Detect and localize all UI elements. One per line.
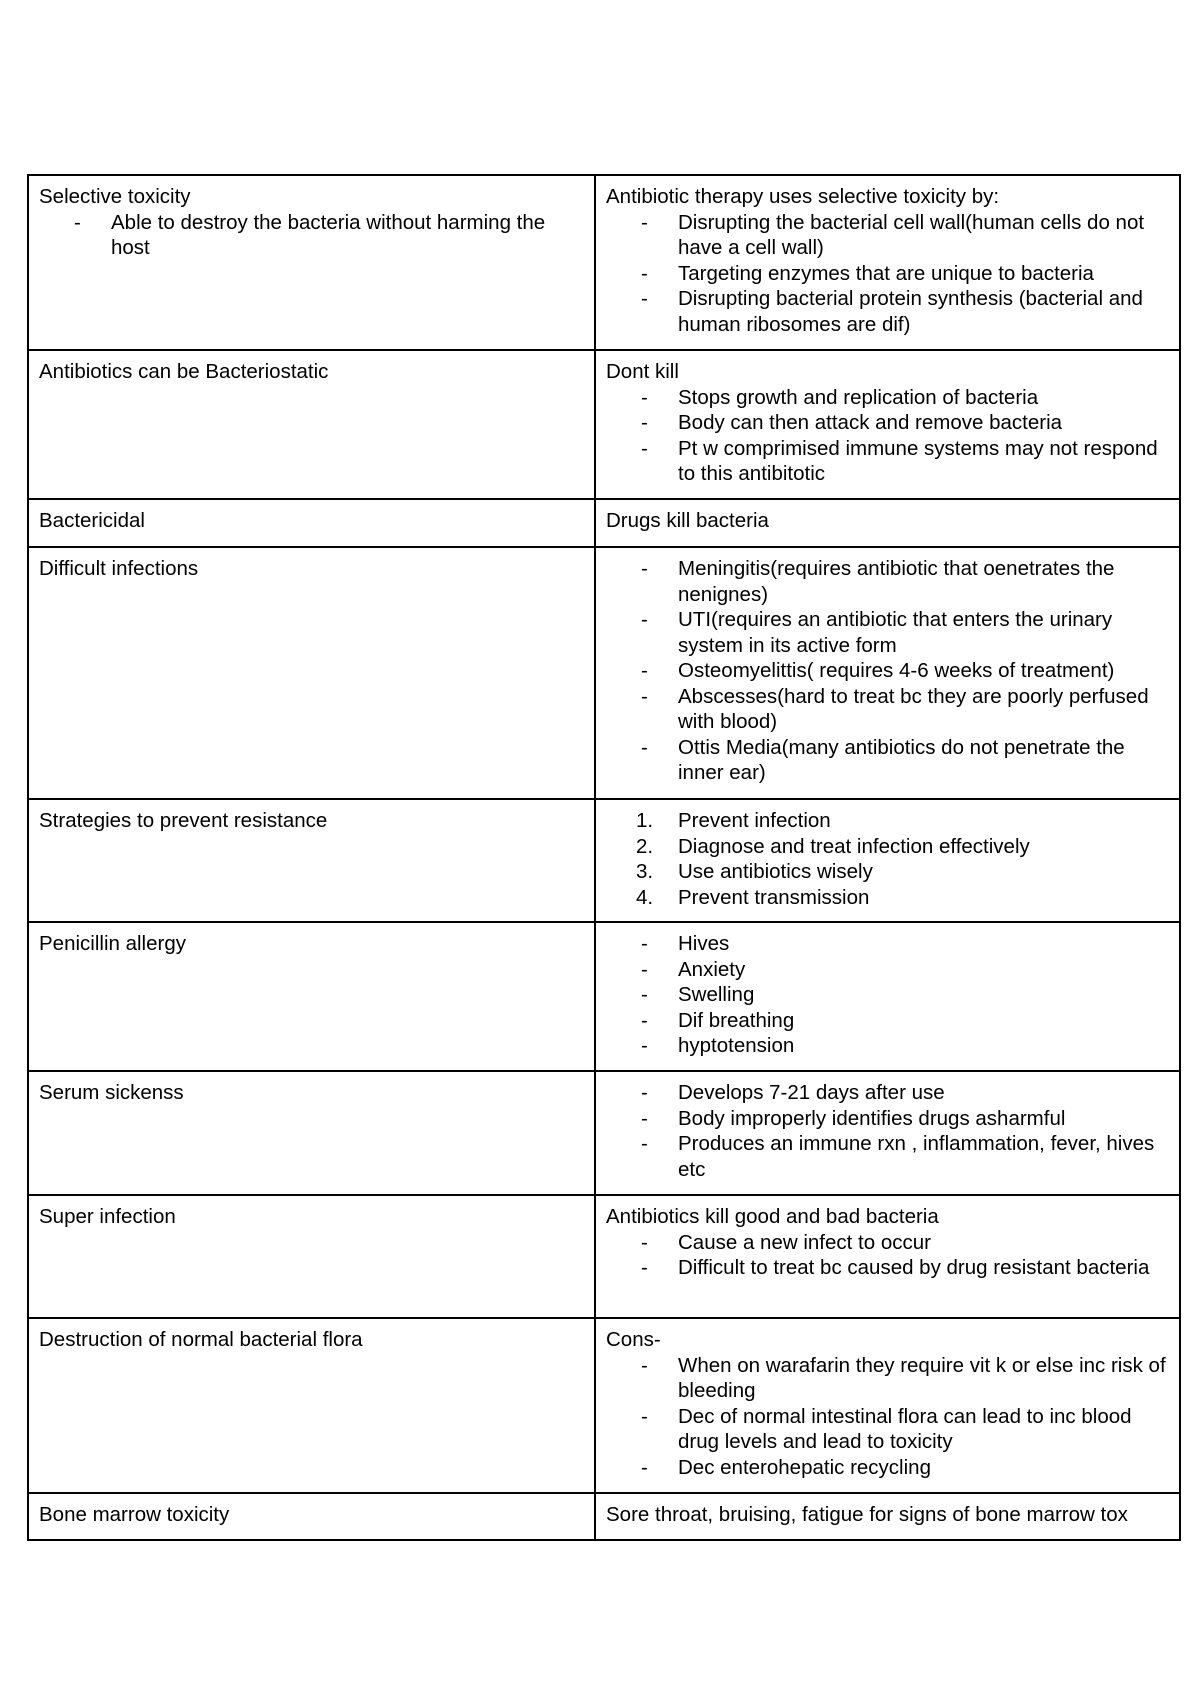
bullet-item: - Osteomyelittis( requires 4-6 weeks of treatment) [678, 658, 1170, 684]
detail-cell [595, 175, 1180, 350]
detail-cell [595, 499, 1180, 547]
item-text: Diagnose and treat infection effectively [678, 834, 1030, 858]
detail-cell [595, 547, 1180, 799]
detail-intro: Antibiotics kill good and bad bacteria [606, 1205, 939, 1228]
bullet-item: - Pt w comprimised immune systems may not respond to this antibitotic [678, 436, 1170, 487]
detail-cell [595, 922, 1180, 1071]
table-row [28, 175, 1180, 350]
table-row [28, 1493, 1180, 1540]
bullet-item: - Disrupting bacterial protein synthesis (bacterial and human ribosomes are dif) [678, 286, 1170, 337]
table-row [28, 1195, 1180, 1318]
bullet-item: - Dec enterohepatic recycling [678, 1455, 1170, 1481]
numbered-item [636, 859, 1170, 885]
term-text: Bone marrow toxicity [39, 1503, 230, 1526]
bullet-item: - Hives [678, 931, 1170, 957]
bullet-list [606, 1353, 1170, 1481]
bullet-list [606, 210, 1170, 338]
bullet-list [606, 1080, 1170, 1182]
bullet-item: - Cause a new infect to occur [678, 1230, 1170, 1256]
term-cell [28, 1318, 595, 1493]
notes-table [27, 174, 1181, 1541]
term-cell [28, 1493, 595, 1540]
bullet-item: - Body can then attack and remove bacteria [678, 410, 1170, 436]
detail-intro: Antibiotic therapy uses selective toxicity by: [606, 185, 1000, 208]
bullet-item: - Swelling [678, 982, 1170, 1008]
bullet-list [606, 931, 1170, 1059]
term-cell [28, 350, 595, 499]
term-text: Antibiotics can be Bacteriostatic [39, 360, 329, 383]
term-text: Penicillin allergy [39, 932, 186, 955]
item-number: 4. [636, 885, 654, 909]
term-bullet-list [39, 210, 585, 261]
detail-cell [595, 350, 1180, 499]
table-row [28, 499, 1180, 547]
bullet-item: - Develops 7-21 days after use [678, 1080, 1170, 1106]
bullet-item: - Body improperly identifies drugs asharmful [678, 1106, 1170, 1132]
detail-cell [595, 1071, 1180, 1195]
term-text: Difficult infections [39, 557, 199, 580]
bullet-list [606, 385, 1170, 487]
term-cell [28, 547, 595, 799]
table-row [28, 799, 1180, 922]
detail-intro: Sore throat, bruising, fatigue for signs of bone marrow tox [606, 1503, 1128, 1526]
detail-cell [595, 799, 1180, 922]
term-text: Bactericidal [39, 509, 145, 532]
term-cell [28, 499, 595, 547]
detail-cell [595, 1318, 1180, 1493]
bullet-item: - Anxiety [678, 957, 1170, 983]
term-cell [28, 922, 595, 1071]
term-cell [28, 1071, 595, 1195]
term-text: Strategies to prevent resistance [39, 809, 328, 832]
detail-cell [595, 1195, 1180, 1318]
bullet-item: - Targeting enzymes that are unique to bacteria [678, 261, 1170, 287]
bullet-list [606, 1230, 1170, 1281]
bullet-item: - Able to destroy the bacteria without harming the host [111, 210, 585, 261]
detail-intro: Dont kill [606, 360, 679, 383]
item-text: Prevent infection [678, 809, 831, 832]
term-cell [28, 1195, 595, 1318]
bullet-item: - Difficult to treat bc caused by drug resistant bacteria [678, 1255, 1170, 1281]
term-text: Serum sickenss [39, 1081, 184, 1104]
numbered-item [636, 885, 1170, 911]
bullet-item: - Stops growth and replication of bacteria [678, 385, 1170, 411]
bullet-item: - UTI(requires an antibiotic that enters the urinary system in its active form [678, 607, 1170, 658]
detail-cell [595, 1493, 1180, 1540]
bullet-item: - Produces an immune rxn , inflammation, fever, hives etc [678, 1131, 1170, 1182]
numbered-item [636, 834, 1170, 860]
bullet-item: - Dif breathing [678, 1008, 1170, 1034]
item-number: 1. [636, 809, 654, 832]
bullet-item: - hyptotension [678, 1033, 1170, 1059]
bullet-item: - Dec of normal intestinal flora can lead to inc blood drug levels and lead to toxicity [678, 1404, 1170, 1455]
bullet-item: - Ottis Media(many antibiotics do not penetrate the inner ear) [678, 735, 1170, 786]
numbered-item [636, 808, 1170, 834]
bullet-list [606, 556, 1170, 786]
bullet-item: - Abscesses(hard to treat bc they are poorly perfused with blood) [678, 684, 1170, 735]
numbered-list [606, 808, 1170, 910]
item-text: Use antibiotics wisely [678, 860, 873, 883]
table-row [28, 1071, 1180, 1195]
detail-intro: Cons- [606, 1328, 661, 1351]
table-row [28, 547, 1180, 799]
bullet-item: - When on warafarin they require vit k or else inc risk of bleeding [678, 1353, 1170, 1404]
item-number: 2. [636, 834, 654, 858]
term-text: Super infection [39, 1205, 176, 1228]
term-cell [28, 175, 595, 350]
detail-intro: Drugs kill bacteria [606, 509, 769, 532]
bullet-item: - Disrupting the bacterial cell wall(human cells do not have a cell wall) [678, 210, 1170, 261]
item-text: Prevent transmission [678, 885, 870, 909]
item-number: 3. [636, 860, 654, 883]
term-text: Destruction of normal bacterial flora [39, 1328, 363, 1351]
table-row [28, 350, 1180, 499]
term-cell [28, 799, 595, 922]
bullet-item: - Meningitis(requires antibiotic that oenetrates the nenignes) [678, 556, 1170, 607]
term-text: Selective toxicity [39, 185, 191, 208]
table-row [28, 1318, 1180, 1493]
table-row [28, 922, 1180, 1071]
